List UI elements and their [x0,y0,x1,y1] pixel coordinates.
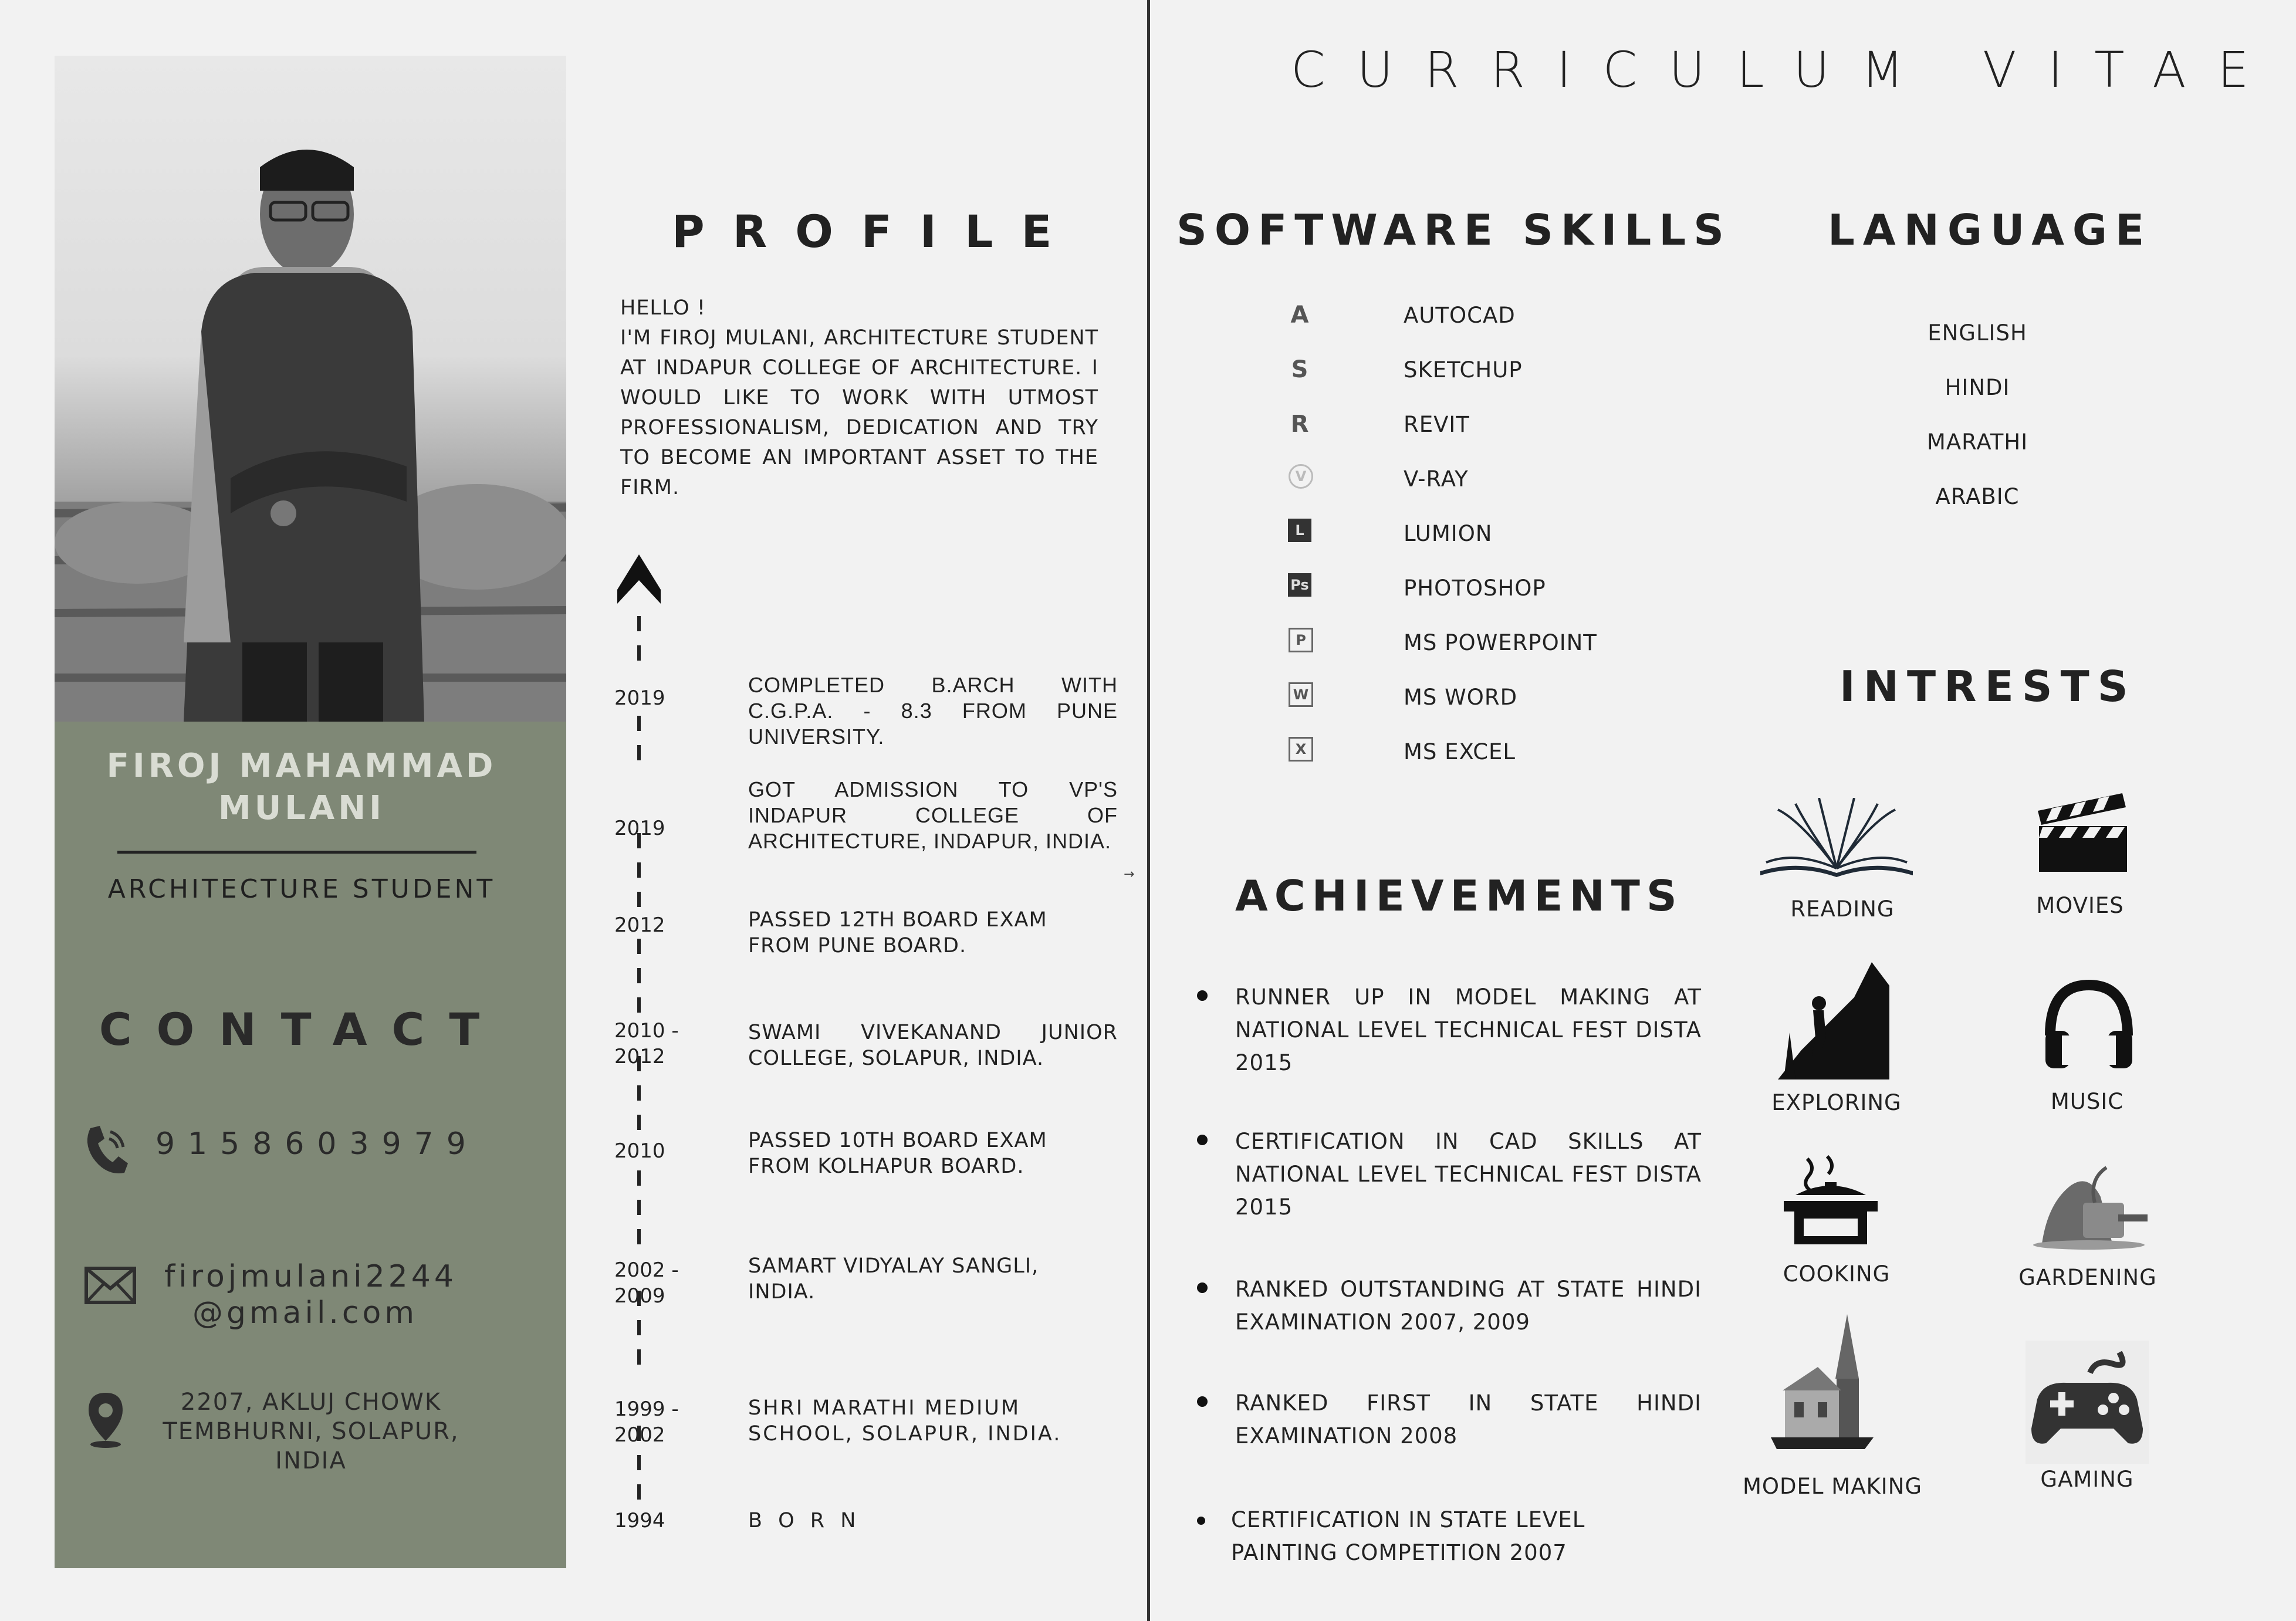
language-item: HINDI [1945,375,2010,400]
church-model-icon [1771,1314,1874,1451]
location-pin-icon [85,1390,126,1451]
hiker-icon [1778,962,1889,1082]
achievement-text: CERTIFICATION IN CAD SKILLS AT NATIONAL LEVEL TECHNICAL FEST DISTA 2015 [1235,1129,1702,1220]
language-item: MARATHI [1926,429,2028,455]
interests-heading: INTRESTS [1839,662,2136,711]
software-item [1285,410,1637,445]
software-item [1285,737,1637,772]
email-address[interactable] [164,1258,457,1331]
bullet-icon [1197,1135,1208,1145]
timeline-arrow-icon [617,554,661,606]
person-name [55,745,549,830]
software-label: V-RAY [1404,466,1469,492]
timeline-dash [637,745,641,760]
interest-label: GARDENING [2018,1265,2157,1290]
software-label: LUMION [1404,521,1493,546]
timeline-dash [637,716,641,731]
small-arrow-icon: → [1124,867,1135,882]
software-label: MS POWERPOINT [1404,630,1597,655]
email-line-2: @gmail.com [192,1295,418,1331]
profile-summary: I'M FIROJ MULANI, ARCHITECTURE STUDENT AT INDAPUR COLLEGE OF ARCHITECTURE. I WOULD LIKE TO WORK WITH UTMOST PROFESSIONALISM, DEDICATION AND TRY TO BECOME AN IMPORTANT ASSET TO THE FIRM. [620,326,1098,499]
open-book-icon [1760,798,1913,879]
envelope-icon [84,1266,137,1307]
revit-icon: R [1290,411,1309,438]
phone-number[interactable]: 9158603979 [155,1126,479,1162]
achievement-text: CERTIFICATION IN STATE LEVEL PAINTING COMPETITION 2007 [1231,1507,1585,1565]
timeline-dash [637,1320,641,1335]
sketchup-icon: S [1291,356,1308,383]
phone-icon [82,1123,129,1179]
name-divider [117,851,476,854]
timeline-year: 2002 - 2009 [614,1258,679,1308]
timeline-dash [637,616,641,631]
page-title: CURRICULUM VITAE [1291,41,2281,99]
timeline-dash [637,1170,641,1186]
address-line-1: 2207, AKLUJ CHOWK [180,1389,442,1416]
interest-label: EXPLORING [1771,1090,1902,1115]
vertical-divider [1147,0,1150,1621]
vray-icon: V [1289,464,1313,489]
interest-label: MODEL MAKING [1743,1474,1923,1499]
timeline-dash [637,1200,641,1215]
word-icon: W [1289,682,1313,707]
software-item [1285,300,1637,336]
language-item: ENGLISH [1928,320,2027,346]
timeline-year: 1999 - 2002 [614,1397,679,1447]
profile-photo [55,56,566,722]
interest-label: GAMING [2040,1467,2134,1492]
achievement-text: RANKED FIRST IN STATE HINDI EXAMINATION 2008 [1235,1390,1702,1449]
timeline-text: SAMART VIDYALAY SANGLI, INDIA. [748,1254,1039,1304]
lumion-icon: L [1288,519,1311,542]
software-item [1285,464,1637,499]
timeline-text: GOT ADMISSION TO VP'S INDAPUR COLLEGE OF ARCHITECTURE, INDAPUR, INDIA. [748,777,1118,853]
timeline-dash [637,968,641,983]
software-label: AUTOCAD [1404,303,1516,328]
timeline-year: 2012 [614,913,665,937]
timeline-year: 1994 [614,1509,665,1532]
timeline-text: B O R N [748,1509,861,1532]
timeline-dash [637,1115,641,1130]
gamepad-icon [2026,1341,2149,1466]
software-item [1285,355,1637,390]
bullet-icon [1197,990,1208,1001]
achievement-text: RUNNER UP IN MODEL MAKING AT NATIONAL LEVEL TECHNICAL FEST DISTA 2015 [1235,984,1702,1075]
timeline-text: PASSED 12TH BOARD EXAM FROM PUNE BOARD. [748,908,1047,957]
powerpoint-icon: P [1289,628,1313,652]
timeline-year: 2019 [614,817,665,840]
language-heading: LANGUAGE [1828,205,2153,255]
software-label: MS WORD [1404,685,1518,710]
timeline-text: SHRI MARATHI MEDIUM SCHOOL, SOLAPUR, INDIA. [748,1396,1062,1446]
software-label: PHOTOSHOP [1404,576,1546,601]
timeline-dash [637,1484,641,1500]
bullet-icon [1197,1517,1205,1525]
timeline-dash [637,939,641,954]
timeline-dash [637,997,641,1013]
timeline-year: 2010 [614,1139,665,1163]
address-line-3: INDIA [275,1447,347,1474]
timeline-year: 2019 [614,686,665,710]
bullet-icon [1197,1396,1208,1407]
interest-label: COOKING [1783,1261,1891,1287]
software-label: SKETCHUP [1404,357,1523,383]
timeline-dash [637,892,641,907]
timeline-year: 2010 - 2012 [614,1019,679,1068]
excel-icon: X [1289,737,1313,762]
person-role: ARCHITECTURE STUDENT [107,874,496,904]
bullet-icon [1197,1282,1208,1293]
address-line-2: TEMBHURNI, SOLAPUR, [163,1418,459,1445]
autocad-icon: A [1290,302,1309,329]
timeline-dash [637,1349,641,1365]
profile-greeting: HELLO ! [620,296,706,320]
timeline-text: PASSED 10TH BOARD EXAM FROM KOLHAPUR BOARD. [748,1129,1047,1178]
timeline-dash [637,645,641,661]
software-label: MS EXCEL [1404,739,1516,764]
interest-label: MOVIES [2036,893,2124,918]
profile-text [620,293,1098,503]
profile-heading: PROFILE [672,205,1080,258]
language-item: ARABIC [1935,484,2020,509]
software-item [1285,682,1637,718]
achievements-heading: ACHIEVEMENTS [1235,871,1683,921]
gardening-icon [2030,1162,2148,1252]
timeline-dash [637,1085,641,1101]
software-item [1285,519,1637,554]
interest-label: MUSIC [2050,1089,2124,1114]
achievement-text: RANKED OUTSTANDING AT STATE HINDI EXAMINATION 2007, 2009 [1235,1277,1702,1335]
cooking-pot-icon [1784,1153,1878,1249]
interest-label: READING [1790,896,1895,922]
headphones-icon [2042,977,2136,1073]
photoshop-icon: Ps [1288,573,1311,597]
timeline-dash [637,1229,641,1244]
name-line-2: MULANI [218,789,385,827]
software-label: REVIT [1404,412,1470,437]
timeline-text: COMPLETED B.ARCH WITH C.G.P.A. - 8.3 FROM PUNE UNIVERSITY. [748,673,1118,749]
timeline-text: SWAMI VIVEKANAND JUNIOR COLLEGE, SOLAPUR, INDIA. [748,1021,1118,1070]
software-heading: SOFTWARE SKILLS [1176,205,1732,255]
software-item [1285,628,1637,663]
contact-heading: CONTACT [99,1003,505,1055]
clapperboard-icon [2034,791,2128,875]
email-line-1: firojmulani2244 [164,1259,457,1294]
timeline-dash [637,862,641,878]
software-item [1285,573,1637,608]
timeline-dash [637,1455,641,1470]
name-line-1: FIROJ MAHAMMAD [106,747,497,785]
address [141,1388,481,1476]
